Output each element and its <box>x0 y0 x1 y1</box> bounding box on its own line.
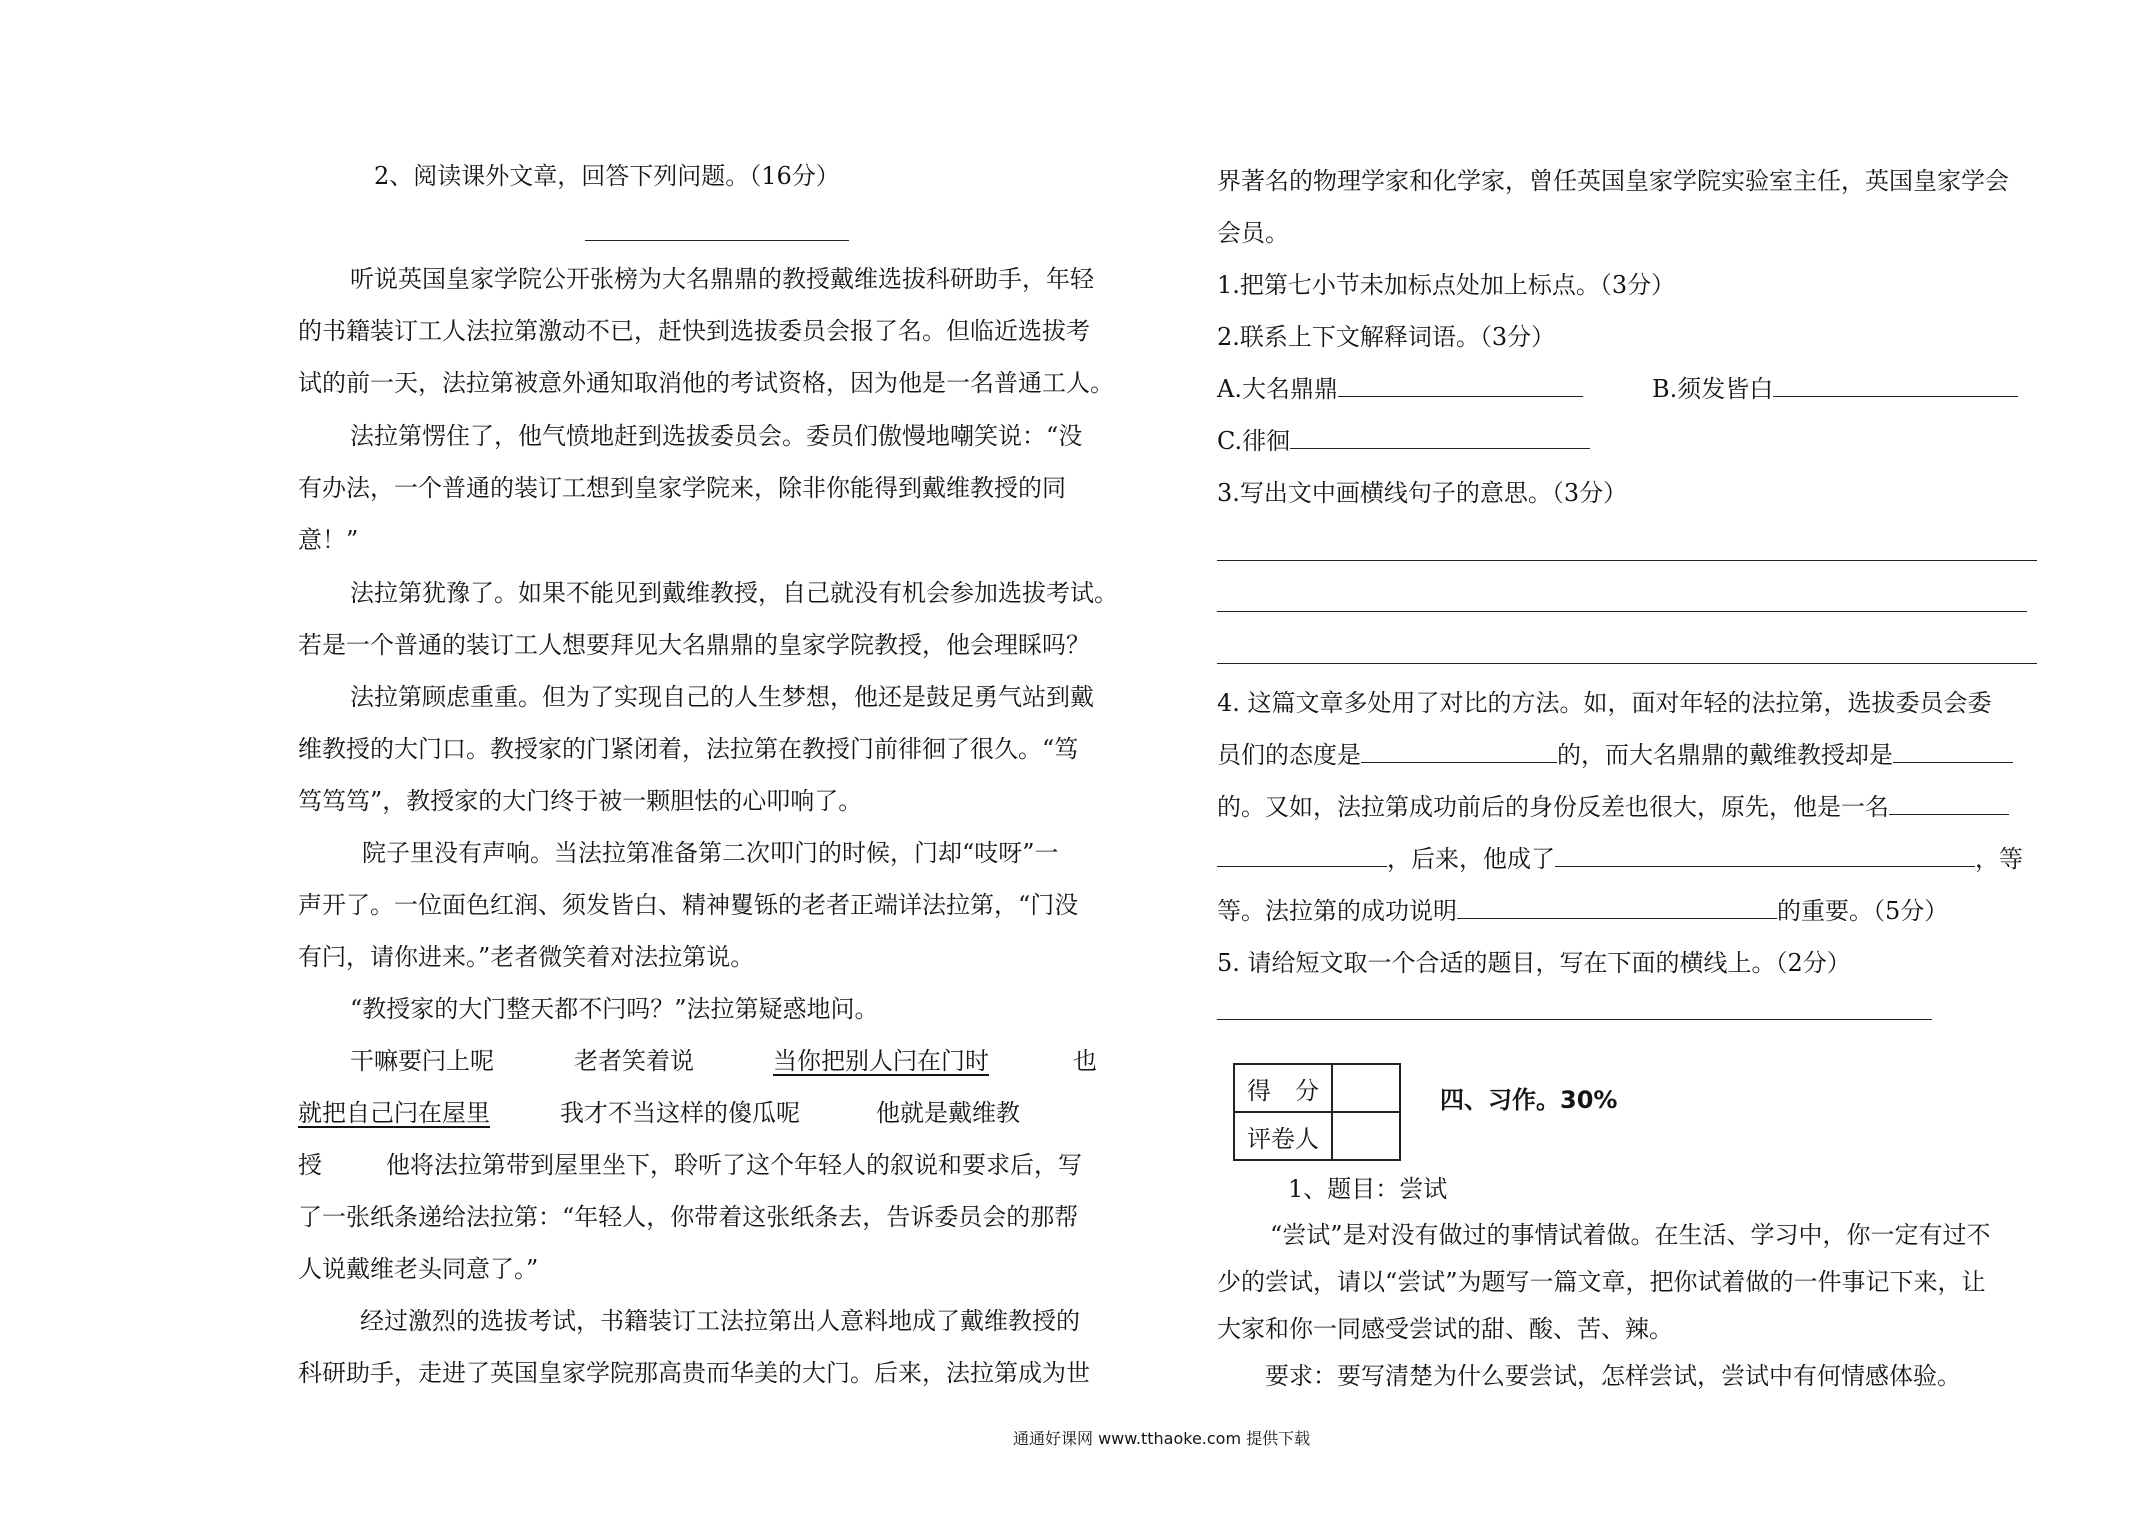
answer-line[interactable] <box>1217 663 2037 664</box>
section-title: 2、阅读课外文章，回答下列问题。（16分） <box>374 162 840 190</box>
essay-topic: 1、题目：尝试 <box>1288 1175 1448 1203</box>
essay-prompt-line: 大家和你一同感受尝试的甜、酸、苦、辣。 <box>1217 1315 1673 1343</box>
paragraph-line: 笃笃笃”，教授家的大门终于被一颗胆怯的心叩响了。 <box>298 787 863 815</box>
question-4: 4. 这篇文章多处用了对比的方法。如，面对年轻的法拉第，选拔委员会委 <box>1217 689 1992 717</box>
p7-fragment: 授 <box>298 1151 322 1179</box>
q4-text: ，后来，他成了 <box>1387 845 1555 873</box>
q4-text: 等。法拉第的成功说明 <box>1217 897 1457 925</box>
score-label: 得 分 <box>1234 1064 1332 1112</box>
paragraph-line: 声开了。一位面色红润、须发皆白、精神矍铄的老者正端详法拉第，“门没 <box>298 891 1079 919</box>
answer-blank[interactable] <box>1555 844 1975 867</box>
essay-prompt-line: “尝试”是对没有做过的事情试着做。在生活、学习中，你一定有过不 <box>1270 1221 1991 1249</box>
paragraph-line: 有闩，请你进来。”老者微笑着对法拉第说。 <box>298 943 755 971</box>
paragraph-line: 法拉第犹豫了。如果不能见到戴维教授，自己就没有机会参加选拔考试。 <box>350 579 1118 607</box>
q4-text: ，等 <box>1975 845 2023 873</box>
p7-fragment: 干嘛要闩上呢 <box>350 1047 494 1075</box>
question-4-line4 <box>1217 844 2023 874</box>
paragraph-line: 经过激烈的选拔考试，书籍装订工法拉第出人意料地成了戴维教授的 <box>360 1307 1080 1335</box>
paragraph-line: 了一张纸条递给法拉第：“年轻人，你带着这张纸条去，告诉委员会的那帮 <box>298 1203 1079 1231</box>
essay-prompt-line: 少的尝试，请以“尝试”为题写一篇文章，把你试着做的一件事记下来，让 <box>1217 1268 1986 1296</box>
paragraph-line: 意！” <box>298 526 359 554</box>
paragraph-line: 维教授的大门口。教授家的门紧闭着，法拉第在教授门前徘徊了很久。“笃 <box>298 735 1079 763</box>
question-2c-label: C.徘徊 <box>1217 427 1291 455</box>
essay-requirement: 要求：要写清楚为什么要尝试，怎样尝试，尝试中有何情感体验。 <box>1265 1362 1961 1390</box>
answer-line[interactable] <box>1217 1019 1932 1020</box>
paragraph-line: 会员。 <box>1217 219 1289 247</box>
question-3: 3.写出文中画横线句子的意思。（3分） <box>1217 479 1628 507</box>
section-4-heading: 四、习作。30% <box>1440 1086 1618 1114</box>
p7-fragment: 我才不当这样的傻瓜呢 <box>560 1099 800 1127</box>
score-table <box>1233 1063 1401 1161</box>
question-4-line3 <box>1217 792 2009 822</box>
p7-fragment: 老者笑着说 <box>574 1047 694 1075</box>
answer-line[interactable] <box>1217 560 2037 561</box>
paragraph-line: 听说英国皇家学院公开张榜为大名鼎鼎的教授戴维选拔科研助手，年轻 <box>350 265 1094 293</box>
underlined-sentence-part: 也 <box>1073 1047 1097 1075</box>
underlined-sentence <box>773 1046 1097 1076</box>
underlined-sentence-cont: 就把自己闩在屋里 <box>298 1099 490 1127</box>
paragraph-line: 试的前一天，法拉第被意外通知取消他的考试资格，因为他是一名普通工人。 <box>298 369 1114 397</box>
question-2a-label: A.大名鼎鼎 <box>1217 375 1338 403</box>
answer-blank[interactable] <box>1773 374 2018 397</box>
grader-cell[interactable] <box>1332 1112 1400 1160</box>
paragraph-line: 人说戴维老头同意了。” <box>298 1255 539 1283</box>
question-5: 5. 请给短文取一个合适的题目，写在下面的横线上。（2分） <box>1217 949 1851 977</box>
question-2: 2.联系上下文解释词语。（3分） <box>1217 323 1556 351</box>
score-cell[interactable] <box>1332 1064 1400 1112</box>
answer-blank[interactable] <box>1338 374 1583 397</box>
question-4-line2 <box>1217 740 2013 770</box>
question-1: 1.把第七小节未加标点处加上标点。（3分） <box>1217 271 1676 299</box>
paragraph-line: “教授家的大门整天都不闩吗？”法拉第疑惑地问。 <box>350 995 879 1023</box>
q4-text: 的。又如，法拉第成功前后的身份反差也很大，原先，他是一名 <box>1217 793 1889 821</box>
paragraph-line: 的书籍装订工人法拉第激动不已，赶快到选拔委员会报了名。但临近选拔考 <box>298 317 1090 345</box>
paragraph-line: 院子里没有声响。当法拉第准备第二次叩门的时候，门却“吱呀”一 <box>362 839 1059 867</box>
question-2b-label: B.须发皆白 <box>1652 375 1774 403</box>
answer-blank[interactable] <box>1893 740 2013 763</box>
question-4-line5 <box>1217 896 1948 926</box>
question-2b <box>1652 374 2018 404</box>
q4-text: 的，而大名鼎鼎的戴维教授却是 <box>1557 741 1893 769</box>
paragraph-line: 界著名的物理学家和化学家，曾任英国皇家学院实验室主任，英国皇家学会 <box>1217 167 2009 195</box>
title-answer-line <box>585 240 849 241</box>
question-2c <box>1217 426 1590 456</box>
q4-text: 员们的态度是 <box>1217 741 1361 769</box>
answer-blank[interactable] <box>1217 844 1387 867</box>
p7-fragment: 他就是戴维教 <box>876 1099 1020 1127</box>
paragraph-line: 法拉第顾虑重重。但为了实现自己的人生梦想，他还是鼓足勇气站到戴 <box>350 683 1094 711</box>
grader-label: 评卷人 <box>1234 1112 1332 1160</box>
paragraph-line: 若是一个普通的装订工人想要拜见大名鼎鼎的皇家学院教授，他会理睬吗？ <box>298 631 1090 659</box>
answer-blank[interactable] <box>1361 740 1557 763</box>
paragraph-line: 有办法，一个普通的装订工想到皇家学院来，除非你能得到戴维教授的同 <box>298 474 1066 502</box>
answer-blank[interactable] <box>1889 792 2009 815</box>
question-2a <box>1217 374 1583 404</box>
p7-fragment: 他将法拉第带到屋里坐下，聆听了这个年轻人的叙说和要求后，写 <box>386 1151 1082 1179</box>
footer-credit: 通通好课网 www.tthaoke.com 提供下载 <box>1013 1429 1311 1448</box>
answer-blank[interactable] <box>1290 426 1590 449</box>
q4-text: 的重要。（5分） <box>1777 897 1949 925</box>
paragraph-line: 法拉第愣住了，他气愤地赶到选拔委员会。委员们傲慢地嘲笑说：“没 <box>350 422 1083 450</box>
paragraph-line: 科研助手，走进了英国皇家学院那高贵而华美的大门。后来，法拉第成为世 <box>298 1359 1090 1387</box>
underlined-sentence-part: 当你把别人闩在门时 <box>773 1047 989 1075</box>
answer-line[interactable] <box>1217 611 2027 612</box>
answer-blank[interactable] <box>1457 896 1777 919</box>
